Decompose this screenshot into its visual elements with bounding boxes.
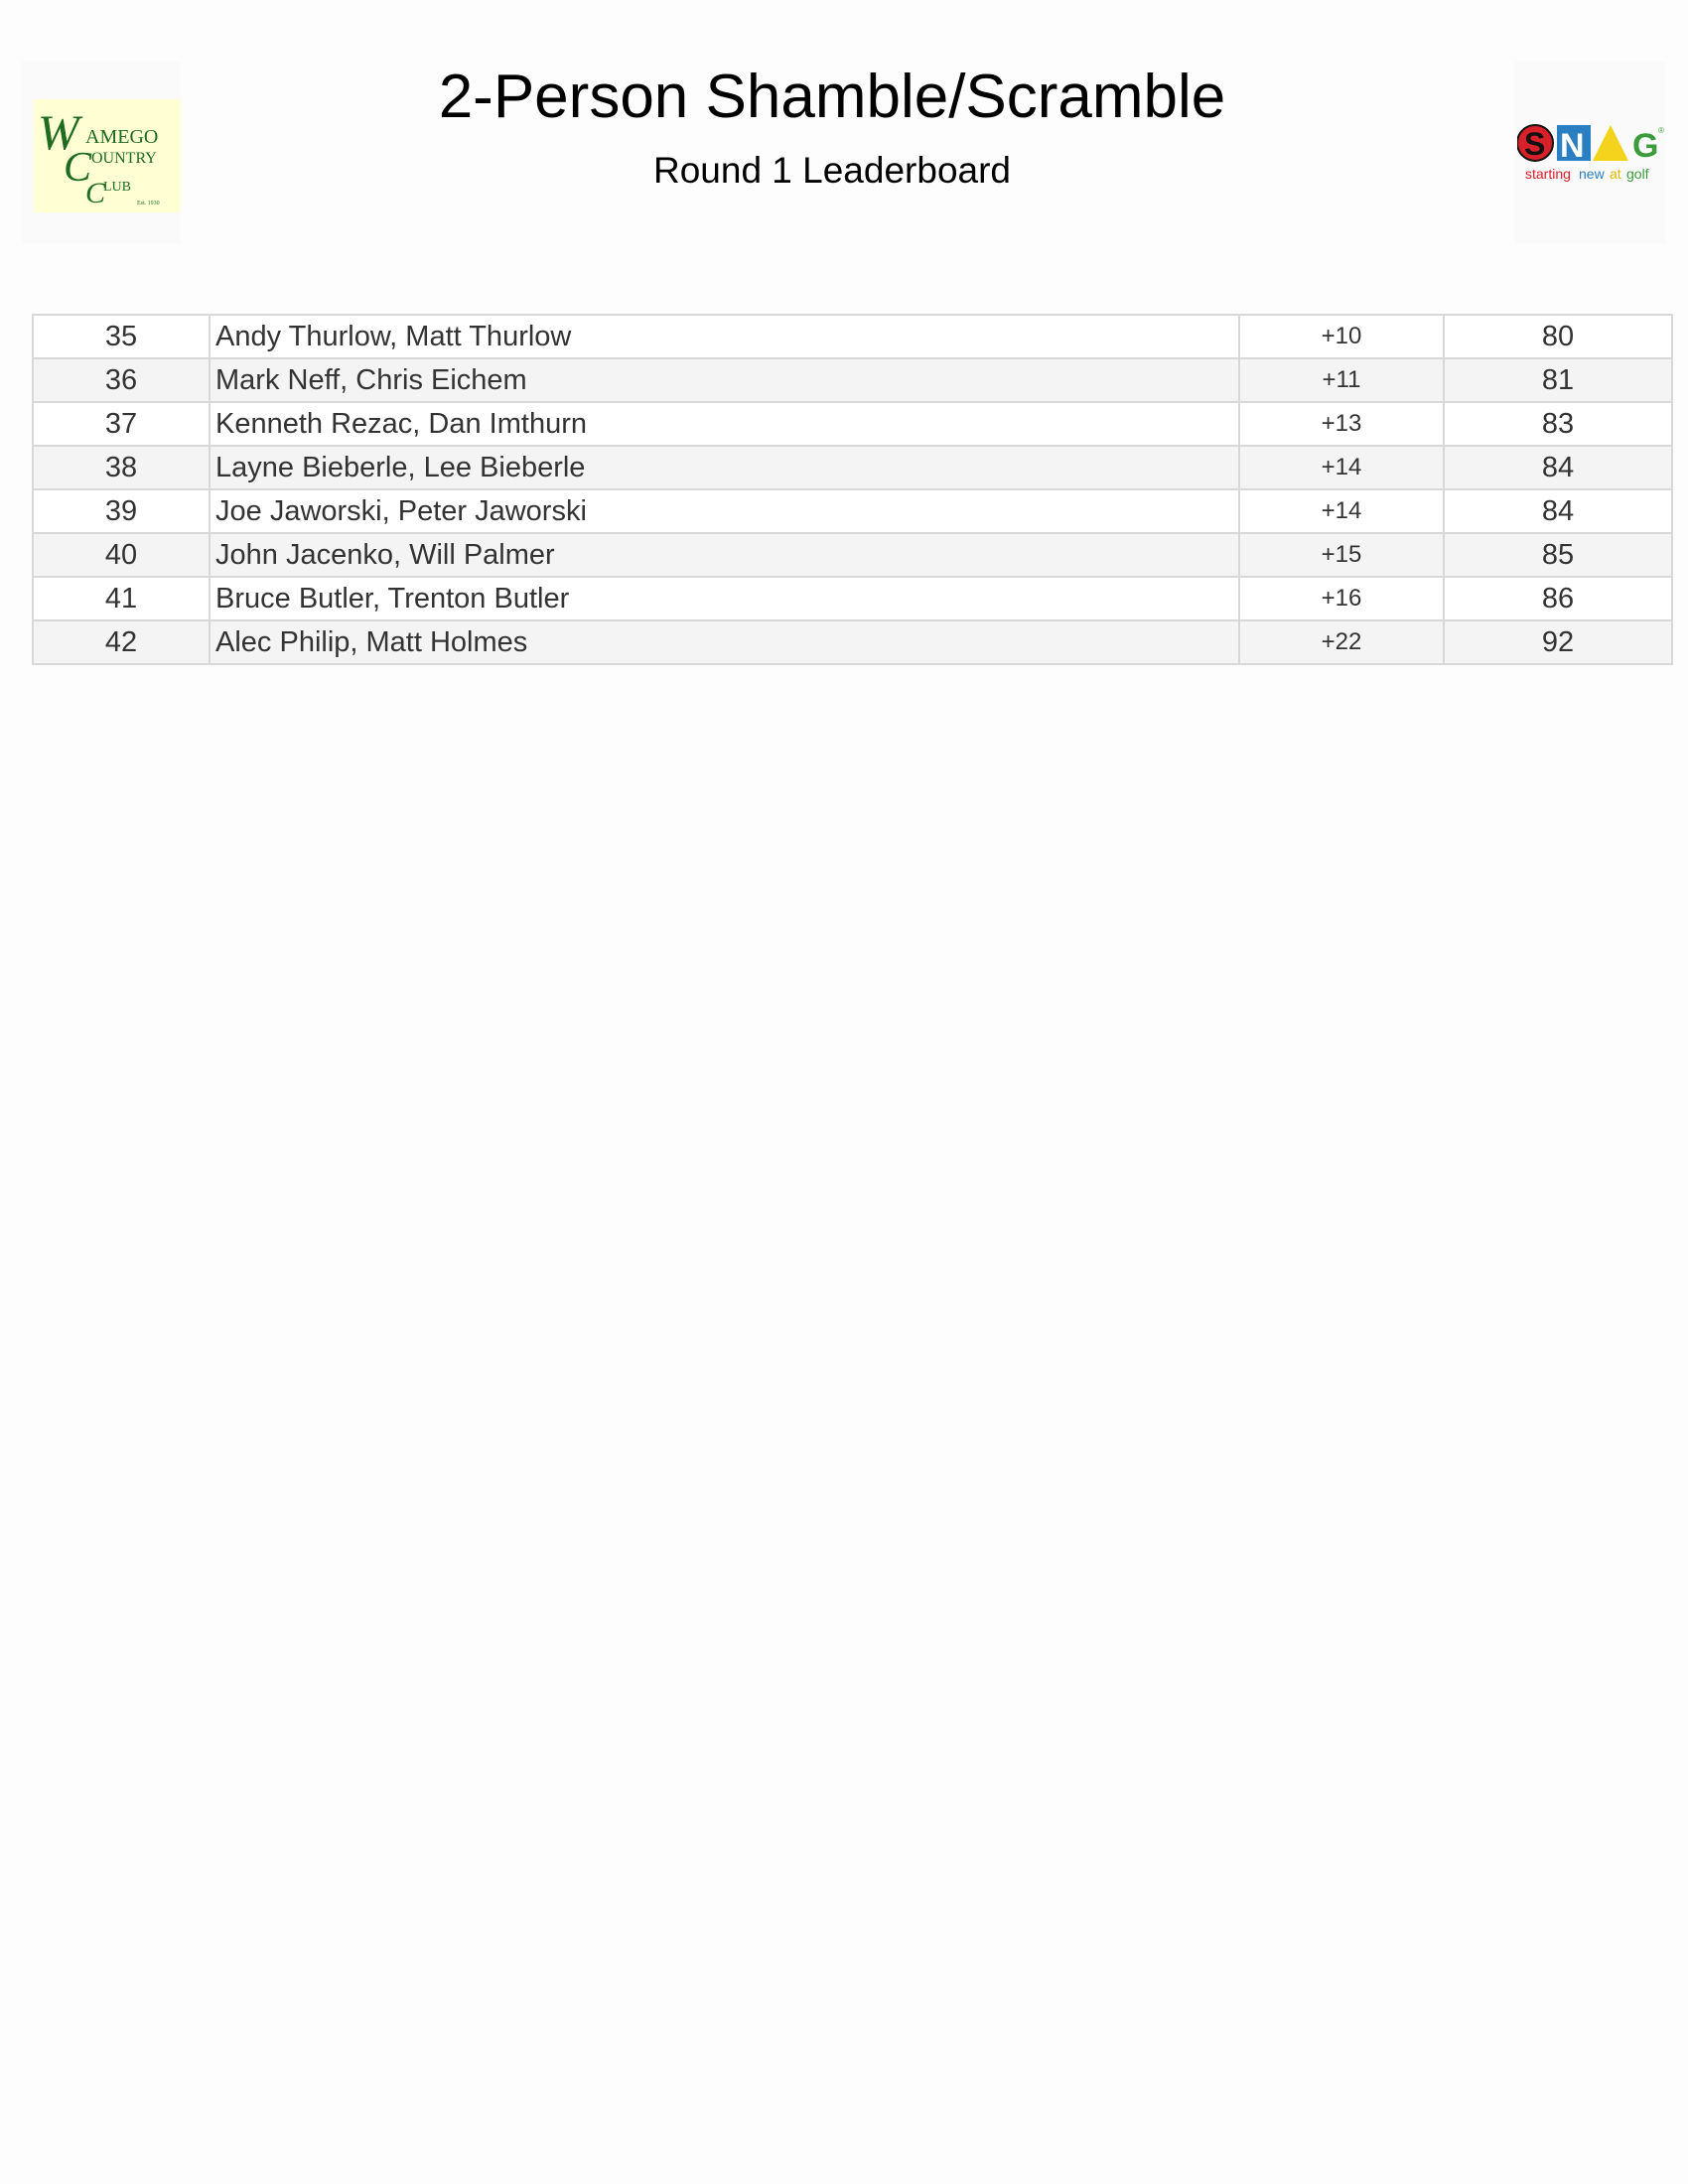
leaderboard-table	[32, 314, 1673, 665]
to-par-cell: +14	[1239, 489, 1444, 533]
svg-text:AMEGO: AMEGO	[85, 126, 159, 148]
svg-text:G: G	[1632, 127, 1659, 165]
table-row	[33, 402, 1672, 446]
table-row	[33, 315, 1672, 358]
total-cell: 86	[1444, 577, 1672, 620]
position-cell: 42	[33, 620, 210, 664]
position-cell: 35	[33, 315, 210, 358]
total-cell: 85	[1444, 533, 1672, 577]
svg-text:C: C	[85, 177, 106, 209]
team-cell: John Jacenko, Will Palmer	[210, 533, 1239, 577]
team-cell: Alec Philip, Matt Holmes	[210, 620, 1239, 664]
svg-text:W: W	[38, 104, 79, 160]
to-par-cell: +22	[1239, 620, 1444, 664]
position-cell: 36	[33, 358, 210, 402]
snag-logo-badge	[1517, 121, 1666, 191]
table-row	[33, 489, 1672, 533]
to-par-cell: +10	[1239, 315, 1444, 358]
team-cell: Joe Jaworski, Peter Jaworski	[210, 489, 1239, 533]
team-cell: Andy Thurlow, Matt Thurlow	[210, 315, 1239, 358]
position-cell: 39	[33, 489, 210, 533]
snag-logo-graphic	[1517, 121, 1666, 191]
to-par-cell: +15	[1239, 533, 1444, 577]
svg-text:S: S	[1524, 126, 1546, 162]
table-row	[33, 446, 1672, 489]
svg-text:N: N	[1560, 127, 1585, 165]
team-cell: Kenneth Rezac, Dan Imthurn	[210, 402, 1239, 446]
total-cell: 80	[1444, 315, 1672, 358]
total-cell: 83	[1444, 402, 1672, 446]
table-row	[33, 577, 1672, 620]
position-cell: 37	[33, 402, 210, 446]
total-cell: 92	[1444, 620, 1672, 664]
page-header	[0, 0, 1688, 258]
svg-text:golf: golf	[1626, 166, 1649, 182]
svg-text:Est. 1930: Est. 1930	[137, 201, 160, 206]
table-row	[33, 620, 1672, 664]
svg-text:at: at	[1610, 166, 1621, 182]
to-par-cell: +11	[1239, 358, 1444, 402]
to-par-cell: +13	[1239, 402, 1444, 446]
total-cell: 84	[1444, 446, 1672, 489]
position-cell: 40	[33, 533, 210, 577]
svg-text:starting: starting	[1525, 166, 1571, 182]
team-cell: Mark Neff, Chris Eichem	[210, 358, 1239, 402]
snag-logo	[1515, 62, 1666, 244]
table-row	[33, 358, 1672, 402]
table-row	[33, 533, 1672, 577]
total-cell: 84	[1444, 489, 1672, 533]
position-cell: 41	[33, 577, 210, 620]
position-cell: 38	[33, 446, 210, 489]
svg-text:®: ®	[1658, 126, 1664, 135]
svg-text:OUNTRY: OUNTRY	[91, 150, 157, 167]
to-par-cell: +14	[1239, 446, 1444, 489]
to-par-cell: +16	[1239, 577, 1444, 620]
svg-text:new: new	[1579, 166, 1605, 182]
page-title: 2-Person Shamble/Scramble	[438, 63, 1226, 131]
team-cell: Layne Bieberle, Lee Bieberle	[210, 446, 1239, 489]
total-cell: 81	[1444, 358, 1672, 402]
page-subtitle: Round 1 Leaderboard	[652, 150, 1011, 191]
svg-text:C: C	[64, 145, 92, 191]
team-cell: Bruce Butler, Trenton Butler	[210, 577, 1239, 620]
svg-text:LUB: LUB	[103, 180, 131, 195]
